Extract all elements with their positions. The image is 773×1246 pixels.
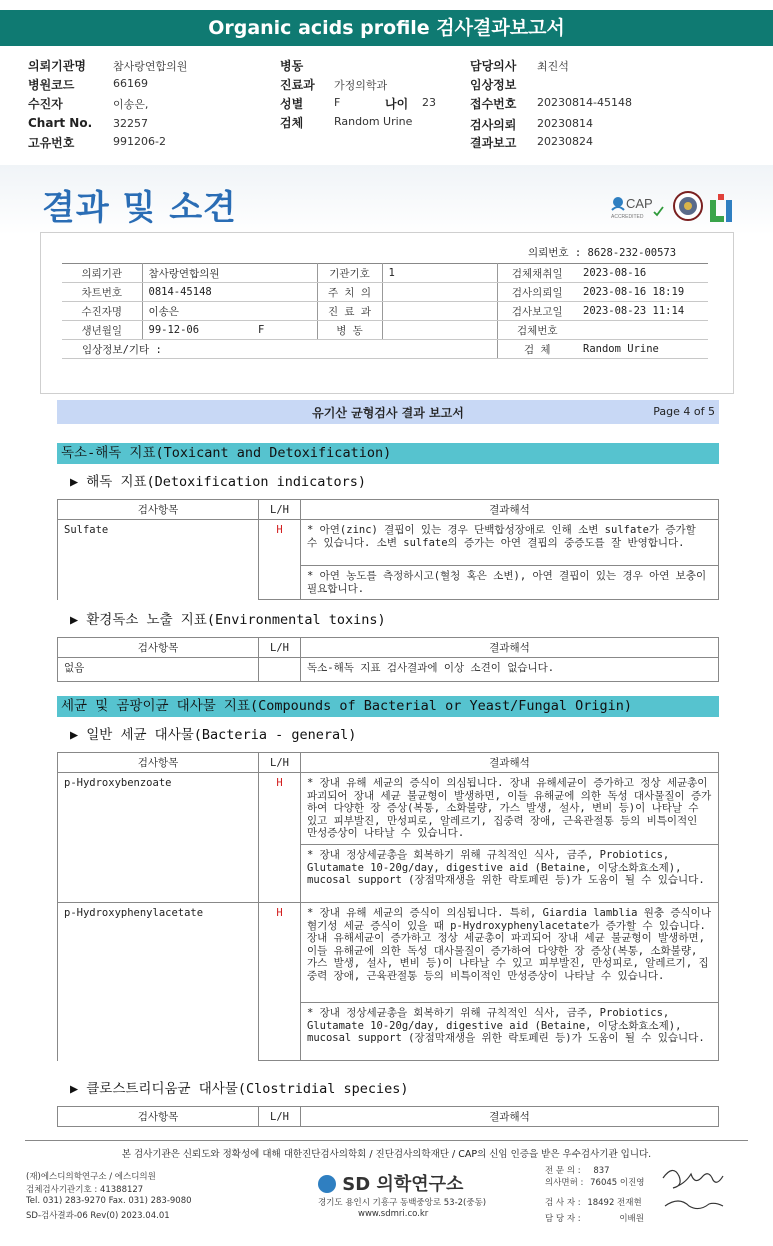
item-name: p-Hydroxybenzoate — [58, 773, 259, 903]
col-interpretation: 결과해석 — [301, 753, 719, 773]
patient-header — [0, 50, 773, 160]
signature-image — [655, 1158, 735, 1218]
request-date-label: 검사의뢰 — [470, 118, 517, 132]
unique-no-value: 991206-2 — [113, 135, 166, 148]
col-item: 검사항목 — [58, 753, 259, 773]
table-header-row — [58, 500, 719, 520]
table-row — [58, 658, 719, 682]
info-key: 진 료 과 — [317, 302, 382, 321]
request-number-value: : 8628-232-00573 — [574, 247, 677, 259]
age-label: 나이 — [385, 97, 409, 111]
chart-no-value: 32257 — [113, 117, 148, 130]
info-value: 참사랑연합의원 — [142, 264, 317, 283]
interpretation-text: * 장내 정상세균총을 회복하기 위해 규칙적인 식사, 금주, Probiotics, Glutamate 10-20g/day, digestive aid (Betaine, 이당소화효소제), mucosal support (장점막재생을 위한 락토페린 등)가 도움이 될 수 있습니다. — [301, 1003, 719, 1061]
staff-label: 검 사 자 : — [545, 1198, 581, 1208]
info-value: 2023-08-16 18:19 — [577, 283, 708, 302]
info-key: 검사의뢰일 — [497, 283, 577, 302]
info-key: 검 체 — [497, 340, 577, 359]
footer-form-code: SD-검사결과-06 Rev(0) 2023.04.01 — [26, 1211, 170, 1221]
patient-value: 이송은, — [113, 98, 149, 111]
info-value: F — [252, 321, 317, 340]
info-value — [382, 302, 497, 321]
info-key: 생년월일 — [62, 321, 142, 340]
item-name: 없음 — [58, 658, 259, 682]
hospital-code-value: 66169 — [113, 77, 148, 90]
footer-address: 경기도 용인시 기흥구 동백중앙로 53-2(중동) — [318, 1198, 487, 1208]
footer-accreditation-note: 본 검사기관은 신뢰도와 정확성에 대해 대한진단검사의학회 / 진단검사의학재단 / CAP의 신임 인증을 받은 우수검사기관 입니다. — [121, 1149, 652, 1160]
info-row — [62, 283, 708, 302]
age-value: 23 — [422, 96, 436, 109]
col-lh: L/H — [259, 500, 301, 520]
request-date-value: 20230814 — [537, 117, 593, 130]
info-row — [62, 302, 708, 321]
interpretation-text: * 아연(zinc) 결핍이 있는 경우 단백합성장애로 인해 소변 sulfate가 증가할 수 있습니다. 소변 sulfate의 증가는 아연 결핍의 중증도를 잘 반영합니다. — [301, 520, 719, 566]
specimen-value: Random Urine — [334, 115, 413, 128]
table-header-row — [58, 753, 719, 773]
report-title: 유기산 균형검사 결과 보고서 — [312, 406, 464, 420]
lh-flag: H — [259, 773, 301, 903]
report-banner: Organic acids profile 검사결과보고서 — [0, 10, 773, 46]
section-toxicant: 독소-해독 지표(Toxicant and Detoxification) — [57, 443, 719, 464]
request-number — [528, 245, 676, 260]
footer-contact: Tel. 031) 283-9270 Fax. 031) 283-9080 — [26, 1196, 192, 1206]
receipt-no-label: 접수번호 — [470, 97, 517, 111]
result-title: 결과 및 소견 — [42, 188, 237, 228]
col-interpretation: 결과해석 — [301, 638, 719, 658]
staff-value: 76045 이진영 — [590, 1178, 645, 1188]
interpretation-text: 독소-해독 지표 검사결과에 이상 소견이 없습니다. — [301, 658, 719, 682]
info-value — [382, 321, 497, 340]
col-lh: L/H — [259, 638, 301, 658]
table-row — [58, 903, 719, 1003]
environmental-table — [57, 637, 719, 682]
lm-logo — [710, 194, 732, 222]
subsection-detox: ▶ 해독 지표(Detoxification indicators) — [70, 474, 366, 490]
subsection-bacteria-general: ▶ 일반 세균 대사물(Bacteria - general) — [70, 727, 357, 743]
patient-label: 수진자 — [28, 97, 63, 111]
info-key: 검사보고일 — [497, 302, 577, 321]
info-value: 0814-45148 — [142, 283, 317, 302]
info-value: 2023-08-23 11:14 — [577, 302, 708, 321]
lh-flag — [259, 658, 301, 682]
department-label: 진료과 — [280, 78, 315, 92]
info-value: 2023-08-16 — [577, 264, 708, 283]
info-value: 99-12-06 — [142, 321, 252, 340]
request-info-table — [62, 263, 708, 359]
sex-value: F — [334, 96, 341, 109]
clinical-info-label: 임상정보 — [470, 78, 517, 92]
col-interpretation: 결과해석 — [301, 1107, 719, 1127]
col-item: 검사항목 — [58, 1107, 259, 1127]
table-header-row — [58, 638, 719, 658]
accreditation-logos — [608, 190, 738, 226]
footer-divider — [25, 1140, 748, 1141]
report-title-bar — [57, 400, 719, 424]
table-row — [58, 773, 719, 845]
ward-label: 병동 — [280, 59, 304, 73]
info-value: 이송은 — [142, 302, 317, 321]
staff-value: 이배원 — [619, 1214, 644, 1224]
staff-value: 18492 전재현 — [587, 1198, 642, 1208]
subsection-environmental: ▶ 환경독소 노출 지표(Environmental toxins) — [70, 612, 386, 628]
footer-website: www.sdmri.co.kr — [358, 1209, 429, 1219]
interpretation-text: * 장내 유해 세균의 증식이 의심됩니다. 장내 유해세균이 증가하고 정상 세균총이 파괴되어 장내 세균 불균형이 발생하면, 이들 유해균에 의한 독성 대사물질이 증가하여 다양한 장 증상(복통, 소화불량, 가스 발생, 설사, 변비 등)이 나타날 수 있고 피부발진, 만성피로, 알레르기, 집중력 장애, 근육관절통 등의 비특이적인 만성증상이 나타날 수 있습니다. — [301, 773, 719, 845]
staff-tester — [545, 1196, 642, 1208]
info-key: 차트번호 — [62, 283, 142, 302]
col-lh: L/H — [259, 753, 301, 773]
staff-value: 837 — [593, 1166, 610, 1176]
unique-no-label: 고유번호 — [28, 136, 75, 150]
info-key: 주 치 의 — [317, 283, 382, 302]
interpretation-text: * 장내 정상세균총을 회복하기 위해 규칙적인 식사, 금주, Probiotics, Glutamate 10-20g/day, digestive aid (Betaine, 이당소화효소제), mucosal support (장점막재생을 위한 락토페린 등)가 도움이 될 수 있습니다. — [301, 845, 719, 903]
staff-license — [545, 1176, 645, 1188]
info-row — [62, 340, 708, 359]
clostridial-table — [57, 1106, 719, 1127]
footer-institution-code: 검체검사기관기호 : 41388127 — [26, 1185, 144, 1195]
info-value: Random Urine — [577, 340, 708, 359]
interpretation-text: * 장내 유해 세균의 증식이 의심됩니다. 특히, Giardia lamblia 원충 증식이나 혐기성 세균 증식이 있을 때 p-Hydroxyphenylacetate가 증가할 수 있습니다. 장내 유해세균이 증가하고 정상 세균총이 파괴되어 장내 세균 불균형이 발생하면, 이들 유해균에 의한 독성 대사물질이 증가하여 다양한 장 증상(복통, 소화불량, 가스 발생, 설사, 변비 등)이 나타날 수 있고 피부발진, 만성피로, 알레르기, 집중력 장애, 근육관절통 등의 비특이적인 만성증상이 나타날 수 있습니다. — [301, 903, 719, 1003]
table-header-row — [58, 1107, 719, 1127]
doctor-label: 담당의사 — [470, 59, 517, 73]
sd-logo-icon — [318, 1175, 336, 1193]
info-key: 수진자명 — [62, 302, 142, 321]
staff-manager — [545, 1212, 644, 1224]
subsection-clostridial: ▶ 클로스트리디움균 대사물(Clostridial species) — [70, 1081, 409, 1097]
sd-logo-text: SD 의학연구소 — [342, 1174, 464, 1195]
seal-logo — [674, 192, 702, 220]
report-date-value: 20230824 — [537, 135, 593, 148]
clinical-info: 임상정보/기타 : — [62, 340, 497, 359]
receipt-no-value: 20230814-45148 — [537, 96, 632, 109]
info-key: 의뢰기관 — [62, 264, 142, 283]
footer-institution: (재)에스디의학연구소 / 에스디의원 — [26, 1172, 156, 1182]
info-value: 1 — [382, 264, 497, 283]
cap-logo — [611, 196, 663, 220]
info-key: 검체번호 — [497, 321, 577, 340]
detox-table — [57, 499, 719, 600]
info-value — [382, 283, 497, 302]
doctor-value: 최진석 — [537, 60, 569, 73]
hospital-label: 의뢰기관명 — [28, 59, 86, 73]
col-item: 검사항목 — [58, 500, 259, 520]
lh-flag: H — [259, 520, 301, 600]
cap-logo-subtext: ACCREDITED — [611, 214, 644, 220]
report-date-label: 결과보고 — [470, 136, 517, 150]
specimen-label: 검체 — [280, 116, 304, 130]
info-key: 검체채취일 — [497, 264, 577, 283]
cap-logo-text: CAP — [626, 196, 653, 211]
interpretation-text: * 아연 농도를 측정하시고(혈청 혹은 소변), 아연 결핍이 있는 경우 아연 보충이 필요합니다. — [301, 566, 719, 600]
bacteria-table — [57, 752, 719, 1061]
request-number-label: 의뢰번호 — [528, 247, 569, 259]
section-bacterial: 세균 및 곰팡이균 대사물 지표(Compounds of Bacterial or Yeast/Fungal Origin) — [57, 696, 719, 717]
info-row — [62, 264, 708, 283]
item-name: Sulfate — [58, 520, 259, 600]
staff-label: 전 문 의 : — [545, 1166, 581, 1176]
staff-label: 담 당 자 : — [545, 1214, 581, 1224]
item-name: p-Hydroxyphenylacetate — [58, 903, 259, 1061]
info-key: 기관기호 — [317, 264, 382, 283]
lh-flag: H — [259, 903, 301, 1061]
page-number: Page 4 of 5 — [653, 405, 715, 418]
staff-label: 의사면허 : — [545, 1178, 584, 1188]
hospital-code-label: 병원코드 — [28, 78, 75, 92]
department-value: 가정의학과 — [334, 79, 388, 92]
table-row — [58, 520, 719, 566]
col-lh: L/H — [259, 1107, 301, 1127]
info-key: 병 동 — [317, 321, 382, 340]
info-value — [577, 321, 708, 340]
col-interpretation: 결과해석 — [301, 500, 719, 520]
sd-institute-logo — [318, 1170, 463, 1196]
col-item: 검사항목 — [58, 638, 259, 658]
info-row — [62, 321, 708, 340]
staff-specialist — [545, 1164, 610, 1176]
hospital-value: 참사랑연합의원 — [113, 60, 188, 73]
chart-no-label: Chart No. — [28, 116, 93, 130]
sex-label: 성별 — [280, 97, 304, 111]
